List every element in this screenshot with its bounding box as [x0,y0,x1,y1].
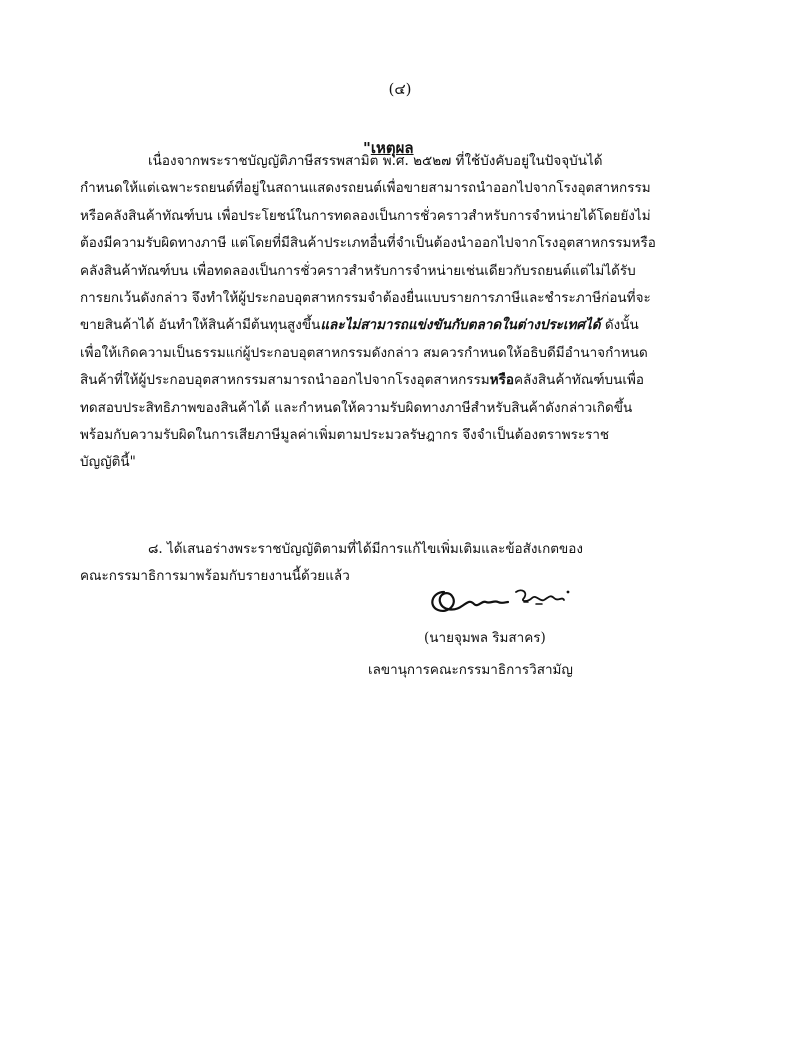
text-run: เนื่องจากพระราชบัญญัติภาษีสรรพสามิต พ.ศ. ๒๕๒๗ ที่ใช้บังคับอยู่ในปัจจุบันได้ [148,153,603,169]
text-run: บัญญัตินี้" [80,454,136,471]
reason-line [80,340,740,367]
reason-line [80,449,740,476]
reason-paragraph [80,148,740,477]
text-run: ขายสินค้าได้ อันทำให้สินค้ามีต้นทุนสูงขึ้น [80,317,321,334]
reason-line [80,312,740,339]
item-8-paragraph [80,536,740,591]
text-run: กำหนดให้แต่เฉพาะรถยนต์ที่อยู่ในสถานแสดงรถยนต์เพื่อขายสามารถนำออกไปจากโรงอุตสาหกรรม [80,180,651,197]
text-run: คลังสินค้าทัณฑ์บนเพื่อ [513,372,644,389]
reason-line [80,422,740,449]
emphasis-run: และไม่สามารถแข่งขันกับตลาดในต่างประเทศได้ [320,317,601,334]
reason-line [80,367,740,394]
reason-line [80,258,740,285]
reason-line [80,175,740,202]
text-run: หรือคลังสินค้าทัณฑ์บน เพื่อประโยชน์ในการทดลองเป็นการชั่วคราวสำหรับการจำหน่ายได้โดยยังไม่ [80,207,651,224]
text-run: สินค้าที่ให้ผู้ประกอบอุตสาหกรรมสามารถนำออกไปจากโรงอุตสาหกรรม [80,372,490,389]
page-number: (๔) [388,80,412,98]
text-run: ต้องมีความรับผิดทางภาษี แต่โดยที่มีสินค้าประเภทอื่นที่จำเป็นต้องนำออกไปจากโรงอุตสาหกรรมหรือ [80,235,656,252]
reason-line [80,285,740,312]
text-run: การยกเว้นดังกล่าว จึงทำให้ผู้ประกอบอุตสาหกรรมจำต้องยื่นแบบรายการภาษีและชำระภาษีก่อนที่จะ [80,289,651,306]
text-run: ดังนั้น [600,317,639,334]
reason-line [80,230,740,257]
item-8-line: คณะกรรมาธิการมาพร้อมกับรายงานนี้ด้วยแล้ว [80,568,350,585]
emphasis-run: หรือ [489,372,514,389]
item-8-line: ๘. ได้เสนอร่างพระราชบัญญัติตามที่ได้มีการแก้ไขเพิ่มเติมและข้อสังเกตของ [148,541,583,557]
signer-title: เลขานุการคณะกรรมาธิการวิสามัญ [368,662,573,678]
reason-line [80,395,740,422]
reason-line [80,148,740,175]
reason-line [80,203,740,230]
heading-word: เหตุผล [370,139,414,157]
text-run: พร้อมกับความรับผิดในการเสียภาษีมูลค่าเพิ่มตามประมวลรัษฎากร จึงจำเป็นต้องตราพระราช [80,426,610,443]
heading-quote: " [363,139,371,157]
text-run: ทดสอบประสิทธิภาพของสินค้าได้ และกำหนดให้ความรับผิดทางภาษีสำหรับสินค้าดังกล่าวเกิดขึ้น [80,399,633,416]
signer-name: (นายจุมพล ริมสาคร) [424,630,546,646]
text-run: คลังสินค้าทัณฑ์บน เพื่อทดลองเป็นการชั่วคราวสำหรับการจำหน่ายเช่นเดียวกับรถยนต์แต่ไม่ได้รับ [80,262,636,279]
text-run: เพื่อให้เกิดความเป็นธรรมแก่ผู้ประกอบอุตสาหกรรมดังกล่าว สมควรกำหนดให้อธิบดีมีอำนาจกำหนด [80,344,648,361]
signature-image [424,580,574,622]
